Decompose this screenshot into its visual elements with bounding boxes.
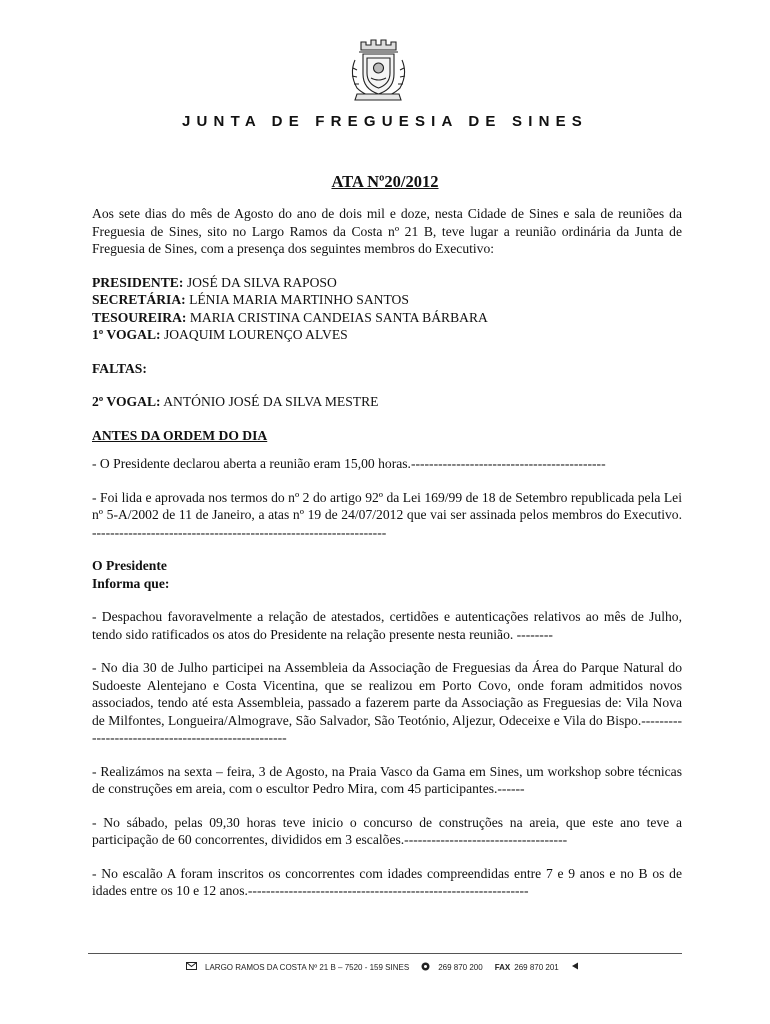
absent-role: 2º VOGAL:: [92, 394, 161, 409]
member-role: SECRETÁRIA:: [92, 292, 186, 307]
section-heading: ANTES DA ORDEM DO DIA: [92, 427, 268, 443]
member-first-vocal: [92, 326, 682, 344]
member-role: 1º VOGAL:: [92, 327, 161, 342]
president-label: O Presidente: [92, 558, 167, 573]
member-secretary: [92, 291, 682, 309]
approval-paragraph: - Foi lida e aprovada nos termos do nº 2 do artigo 92º da Lei 169/99 de 18 de Setembro republicada pela Lei nº 5-A/2002 de 11 de Janeiro, a atas nº 19 de 24/07/2012 que vai ser assinada pelos membros do Executivo. -----------------------------------------------------------------: [92, 489, 682, 540]
info-item: - No sábado, pelas 09,30 horas teve inicio o concurso de construções na areia, que este ano teve a participação de 60 concorrentes, divididos em 3 escalões.------------------------------------: [92, 814, 682, 847]
absent-name: ANTÓNIO JOSÉ DA SILVA MESTRE: [163, 394, 379, 409]
member-name: JOAQUIM LOURENÇO ALVES: [163, 327, 348, 342]
phone-icon: [421, 962, 430, 973]
member-treasurer: [92, 309, 682, 327]
fax-icon: [571, 962, 579, 972]
member-name: LÉNIA MARIA MARTINHO SANTOS: [189, 292, 409, 307]
organization-name: JUNTA DE FREGUESIA DE SINES: [181, 113, 589, 130]
absent-member: [92, 393, 682, 411]
informs-label: Informa que:: [92, 575, 170, 591]
footer-fax: 269 870 201: [514, 962, 559, 972]
municipal-coat-of-arms-icon: [343, 34, 413, 102]
member-name: MARIA CRISTINA CANDEIAS SANTA BÁRBARA: [189, 309, 488, 325]
member-role: PRESIDENTE:: [92, 274, 184, 290]
info-item: - Despachou favoravelmente a relação de atestados, certidões e autenticações relativos ao mês de Julho, tendo sido ratificados os atos do Presidente na relação presente nesta reunião. --------: [92, 609, 682, 642]
info-item: - No dia 30 de Julho participei na Assembleia da Associação de Freguesias da Área do Parque Natural do Sudoeste Alentejano e Costa Vicentina, que se realizou em Porto Covo, onde foram admitidos novos associados, tendo até esta Assembleia, passado a fazerem parte da Associação as Freguesias de: Vila Nova de Milfontes, Longueira/Almograve, São Salvador, São Teotónio, Aljezur, Odeceixe e Vila do Bispo.----------------------------------------------------: [92, 660, 682, 745]
member-president: [92, 274, 682, 292]
footer-fax-label: FAX: [494, 962, 511, 972]
footer-divider: [88, 953, 682, 954]
opening-paragraph: - O Presidente declarou aberta a reunião eram 15,00 horas.-------------------------------------------: [92, 456, 606, 471]
info-item: - Realizámos na sexta – feira, 3 de Agosto, na Praia Vasco da Gama em Sines, um workshop sobre técnicas de construções em areia, com o escultor Pedro Mira, com 45 participantes.------: [92, 763, 682, 796]
page-footer: [186, 960, 606, 974]
envelope-icon: [186, 962, 197, 972]
footer-address: LARGO RAMOS DA COSTA Nº 21 B – 7520 - 159 SINES: [205, 962, 410, 972]
footer-phone: 269 870 200: [438, 962, 483, 972]
info-item: - No escalão A foram inscritos os concorrentes com idades compreendidas entre 7 e 9 anos e no B os de idades entre os 10 e 12 anos.--------------------------------------------------------------: [92, 865, 682, 898]
member-name: JOSÉ DA SILVA RAPOSO: [186, 274, 337, 290]
member-role: TESOUREIRA:: [92, 309, 187, 325]
minutes-body: [92, 205, 682, 900]
intro-paragraph: Aos sete dias do mês de Agosto do ano de dois mil e doze, nesta Cidade de Sines e sala de reuniões da Freguesia de Sines, sito no Largo Ramos da Costa nº 21 B, teve lugar a reunião ordinária da Junta de Freguesia de Sines, com a presença dos seguintes membros do Executivo:: [92, 206, 682, 256]
minutes-title: ATA Nº20/2012: [331, 172, 439, 191]
absences-label: FALTAS:: [92, 360, 147, 376]
